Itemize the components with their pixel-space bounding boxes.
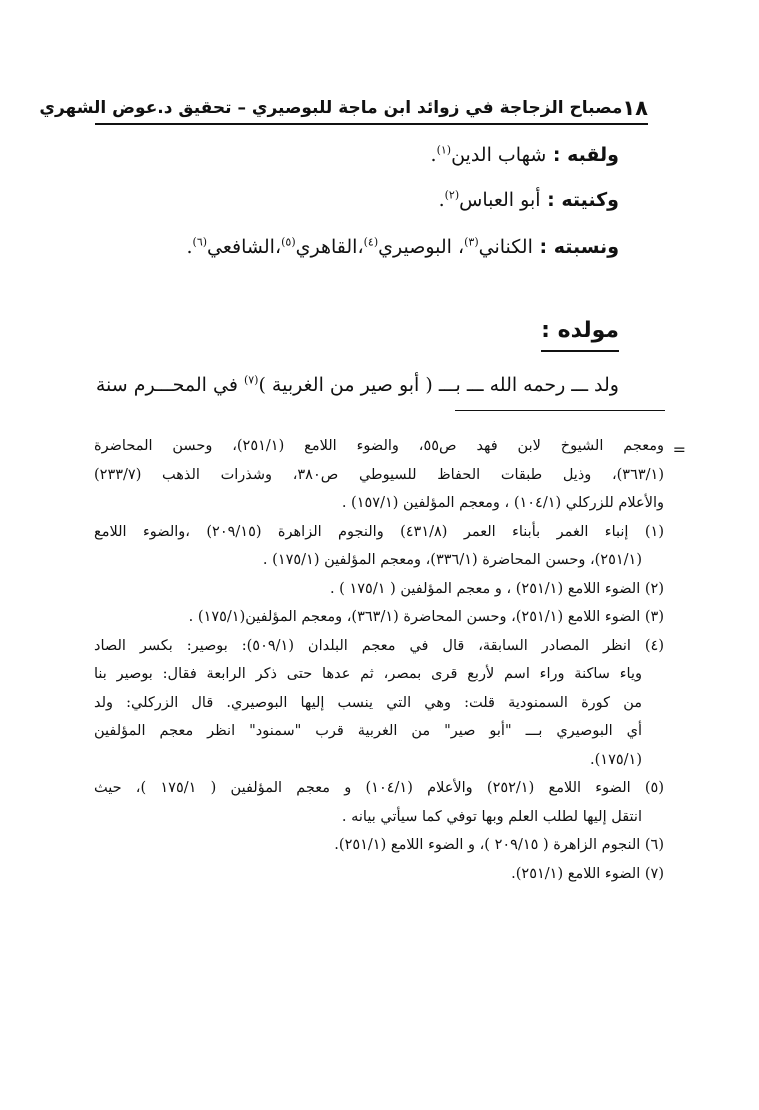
laqab-text: شهاب الدين [451, 144, 547, 166]
footnote-line: (٧) الضوء اللامع (٢٥١/١). [511, 865, 664, 882]
continuation-marker: = [672, 440, 686, 459]
kunya-end: . [438, 189, 445, 211]
laqab-line [100, 140, 619, 170]
birth-text-end: في المحـــرم سنة [95, 374, 244, 396]
footnote-line: (١) إنباء الغمر بأبناء العمر (٤٣١/٨) والنجوم الزاهرة (٢٠٩/١٥) ،والضوء اللامع [94, 523, 664, 540]
footnote-6 [94, 831, 664, 860]
footnote-line: (١٧٥/١). [590, 751, 642, 768]
nisba-part: الكناني [478, 236, 533, 258]
footnote-2 [94, 575, 664, 604]
footnote-ref: (٢) [444, 188, 460, 202]
header-rule [95, 123, 648, 125]
footnote-line: (٣٦٣/١)، وذيل طبقات الحفاظ للسيوطي ص٣٨٠، وشذرات الذهب (٢٣٣/٧) [94, 466, 664, 483]
kunya-separator: : [540, 189, 562, 211]
nisba-part: القاهري [295, 236, 358, 258]
footnote-5 [94, 774, 664, 831]
laqab-label: ولقبه [567, 144, 619, 166]
nisba-sep: ، [451, 236, 465, 258]
kunya-label: وكنيته [561, 189, 619, 211]
nisba-part: البوصيري [378, 236, 452, 258]
footnote-continuation [94, 432, 686, 518]
footnote-line: (٤) انظر المصادر السابقة، قال في معجم البلدان (٥٠٩/١): بوصير: بكسر الصاد [94, 637, 664, 654]
running-header [39, 92, 648, 124]
running-title: مصباح الزجاجة في زوائد ابن ماجة للبوصيري – تحقيق د.عوض الشهري [39, 98, 623, 118]
laqab-end: . [430, 144, 437, 166]
footnote-line: (٦) النجوم الزاهرة ( ٢٠٩/١٥ )، و الضوء اللامع (٢٥١/١). [334, 837, 664, 853]
birth-text: ولد ـــ رحمه الله ـــ بـــ ( أبو صير من الغربية ) [258, 374, 619, 396]
footnote-3 [94, 603, 664, 632]
footnote-line: (٢) الضوء اللامع (٢٥١/١) ، و معجم المؤلفين ( ١٧٥/١ ) . [329, 580, 664, 597]
footnote-line: أي البوصيري بـــ "أبو صير" من الغربية قرب "سمنود" انظر معجم المؤلفين [94, 723, 642, 739]
nisba-sep: ، [274, 236, 282, 258]
footnote-ref: (٧) [243, 373, 259, 387]
nisba-separator: : [532, 236, 554, 258]
footnote-line: (٢٥١/١)، وحسن المحاضرة (٣٣٦/١)، ومعجم المؤلفين (١٧٥/١) . [262, 552, 642, 568]
footnote-line: والأعلام للزركلي (١٠٤/١) ، ومعجم المؤلفين (١٥٧/١) . [341, 495, 664, 511]
footnote-line: وياء ساكنة وراء اسم لأربع قرى بمصر، ثم عدها حتى ذكر الرابعة فقال: بوصير بنا [94, 666, 642, 682]
nisba-sep: ، [357, 236, 364, 258]
footnote-ref: (٥) [281, 235, 296, 249]
footnote-ref: (١) [436, 143, 452, 157]
footnote-ref: (٣) [464, 235, 479, 249]
footnote-line: (٥) الضوء اللامع (٢٥٢/١) والأعلام (١٠٤/١) و معجم المؤلفين ( ١٧٥/١ )، حيث [94, 780, 664, 796]
footnote-4 [94, 632, 664, 775]
nisba-sep: . [186, 236, 193, 258]
footnote-7 [94, 860, 664, 889]
birth-heading: مولده : [541, 318, 619, 343]
footnote-ref: (٤) [363, 235, 379, 249]
footnote-1 [94, 518, 664, 575]
footnote-line: ومعجم الشيوخ لابن فهد ص٥٥، والضوء اللامع (٢٥١/١)، وحسن المحاضرة [94, 438, 665, 454]
kunya-text: أبو العباس [459, 189, 541, 211]
footnote-ref: (٦) [192, 235, 208, 249]
footnote-line: (٣) الضوء اللامع (٢٥١/١)، وحسن المحاضرة (٣٦٣/١)، ومعجم المؤلفين(١٧٥/١) . [188, 609, 664, 625]
heading-underline [541, 350, 619, 352]
nisba-part: الشافعي [207, 236, 275, 258]
laqab-separator: : [546, 144, 568, 166]
kunya-line [100, 185, 619, 215]
birth-line [95, 370, 619, 400]
footnotes [94, 432, 686, 888]
footnote-line: من كورة السمنودية قلت: وهي التي ينسب إليها البوصيري. قال الزركلي: ولد [94, 694, 642, 711]
footnote-line: انتقل إليها لطلب العلم وبها توفي كما سيأتي بيانه . [341, 808, 642, 825]
nisba-line [100, 232, 619, 262]
nisba-label: ونسبته [553, 236, 619, 258]
page-number: ١٨ [622, 96, 648, 120]
footnote-separator [455, 410, 665, 411]
